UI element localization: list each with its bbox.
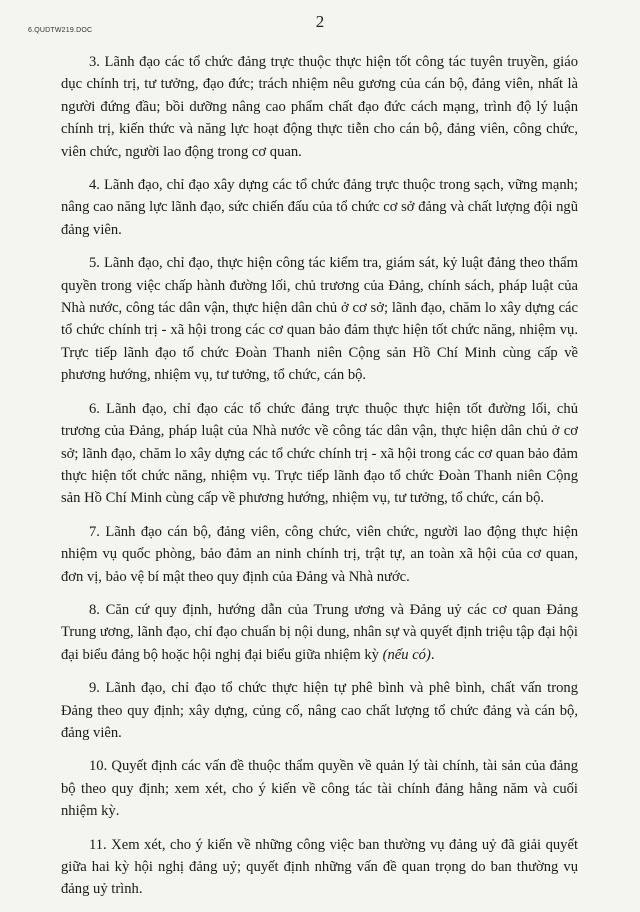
document-body: [61, 51, 578, 912]
paragraph-6: 6. Lãnh đạo, chỉ đạo các tổ chức đảng trực thuộc thực hiện tốt đường lối, chủ trương của Đảng, pháp luật của Nhà nước về công tác dân vận, thực hiện dân chủ ở cơ sở; lãnh đạo, chăm lo xây dựng các tổ chức chính trị - xã hội trong các cơ quan bảo đảm thực hiện tốt chức năng, nhiệm vụ. Trực tiếp lãnh đạo tổ chức Đoàn Thanh niên Cộng sản Hồ Chí Minh cùng cấp về phương hướng, nhiệm vụ, tư tưởng, tổ chức, cán bộ.: [61, 400, 578, 507]
paragraph-3: 3. Lãnh đạo các tổ chức đảng trực thuộc thực hiện tốt công tác tuyên truyền, giáo dục chính trị, tư tưởng, đạo đức; trách nhiệm nêu gương của cán bộ, đảng viên, nhất là người đứng đầu; bồi dưỡng nâng cao phẩm chất đạo đức cách mạng, trình độ lý luận chính trị, kiến thức và năng lực hoạt động thực tiễn cho cán bộ, đảng viên, công chức, viên chức, người lao động trong cơ quan.: [61, 54, 578, 160]
paragraph-10: 10. Quyết định các vấn đề thuộc thẩm quyền về quản lý tài chính, tài sản của đảng bộ theo quy định; xem xét, cho ý kiến về công tác tài chính đảng hằng năm và cuối nhiệm kỳ.: [61, 758, 578, 820]
page-number: 2: [315, 12, 325, 31]
paragraph-8-italic-note: (nếu có): [382, 646, 431, 663]
paragraph-8-end: .: [430, 646, 435, 663]
paragraph-11: 11. Xem xét, cho ý kiến về những công việc ban thường vụ đảng uỷ đã giải quyết giữa hai kỳ hội nghị đảng uỷ; quyết định những vấn đề quan trọng do ban thường vụ đảng uỷ trình.: [61, 836, 578, 898]
paragraph-8: [61, 599, 578, 666]
paragraph-4: 4. Lãnh đạo, chỉ đạo xây dựng các tổ chức đảng trực thuộc trong sạch, vững mạnh; nâng cao năng lực lãnh đạo, sức chiến đấu của tổ chức cơ sở đảng và chất lượng đội ngũ đảng viên.: [61, 177, 578, 238]
paragraph-5: 5. Lãnh đạo, chỉ đạo, thực hiện công tác kiểm tra, giám sát, kỷ luật đảng theo thẩm quyền trong việc chấp hành đường lối, chủ trương của Đảng, chính sách, pháp luật của Nhà nước, công tác dân vận, thực hiện dân chủ ở cơ sở; lãnh đạo, chăm lo xây dựng các tổ chức chính trị - xã hội trong các cơ quan bảo đảm thực hiện tốt chức năng, nhiệm vụ. Trực tiếp lãnh đạo tổ chức Đoàn Thanh niên Cộng sản Hồ Chí Minh cùng cấp về phương hướng, nhiệm vụ, tư tưởng, tổ chức, cán bộ.: [61, 255, 578, 384]
paragraph-9: 9. Lãnh đạo, chỉ đạo tổ chức thực hiện tự phê bình và phê bình, chất vấn trong Đảng theo quy định; xây dựng, củng cố, nâng cao chất lượng tổ chức đảng và cán bộ, đảng viên.: [61, 680, 578, 741]
paragraph-7: 7. Lãnh đạo cán bộ, đảng viên, công chức, viên chức, người lao động thực hiện nhiệm vụ quốc phòng, bảo đảm an ninh chính trị, trật tự, an toàn xã hội của cơ quan, đơn vị, bảo vệ bí mật theo quy định của Đảng và Nhà nước.: [61, 523, 578, 585]
document-code: 6.QUDTW219.DOC: [28, 27, 93, 34]
paragraph-8-text: 8. Căn cứ quy định, hướng dẫn của Trung ương và Đảng uỷ các cơ quan Đảng Trung ương, lãnh đạo, chỉ đạo chuẩn bị nội dung, nhân sự và quyết định triệu tập đại hội đại biểu đảng bộ hoặc hội nghị đại biểu giữa nhiệm kỳ: [61, 601, 578, 663]
